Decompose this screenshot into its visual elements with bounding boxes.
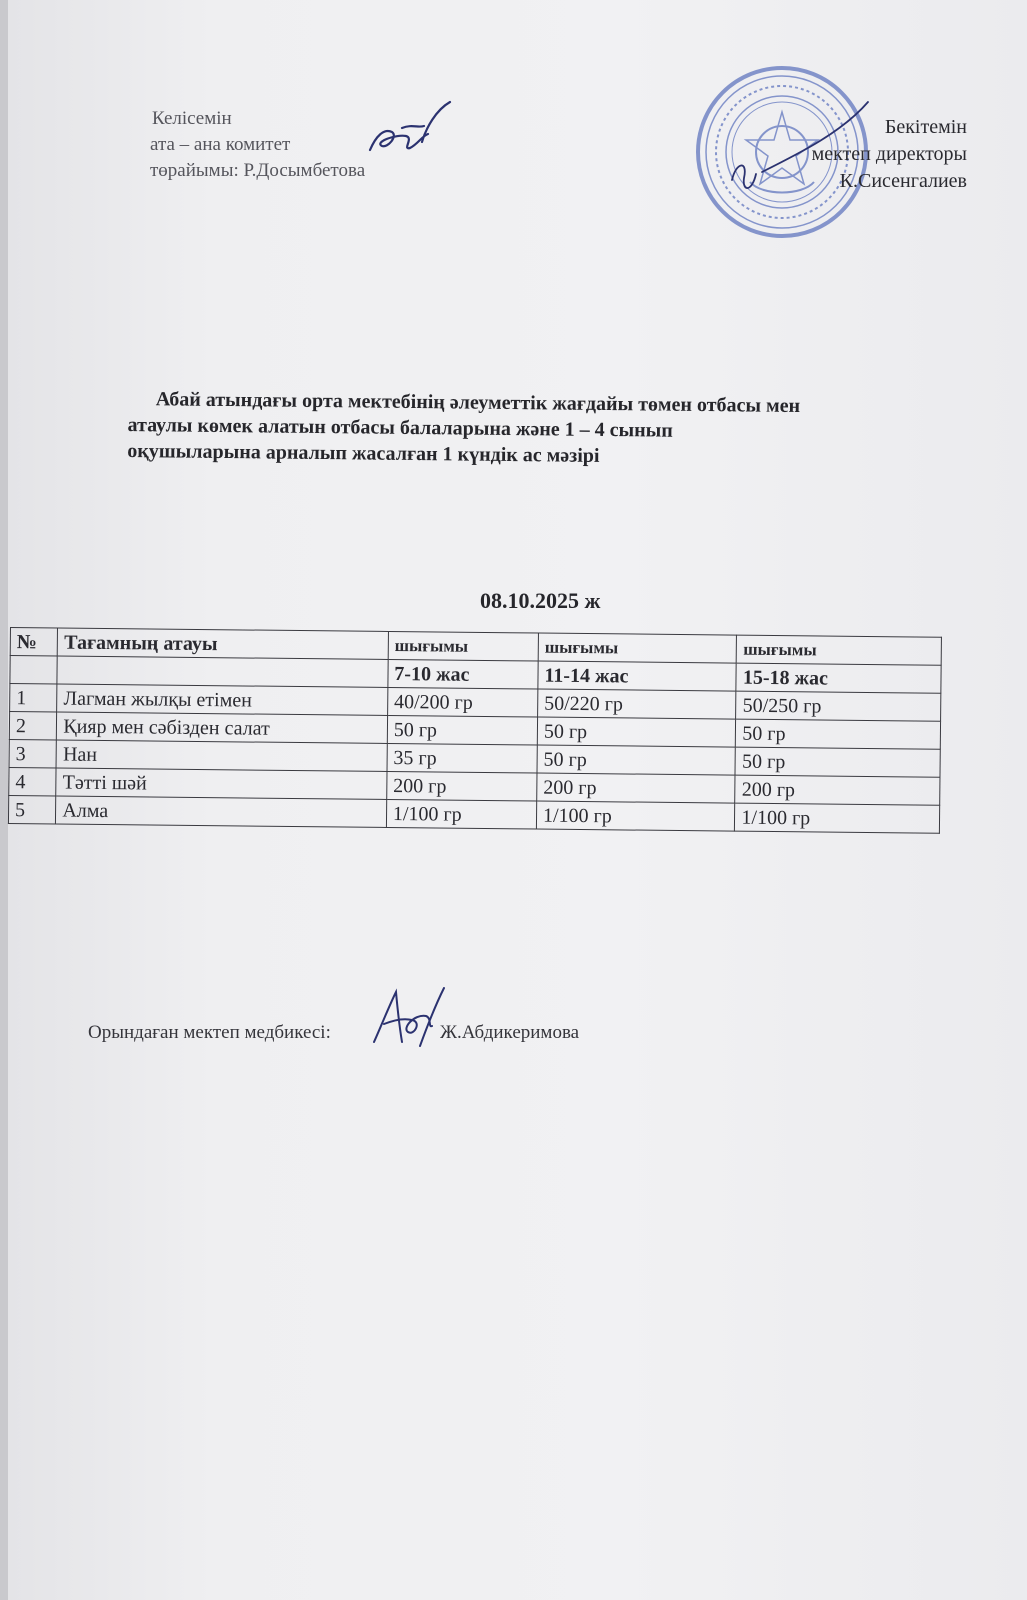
table-cell: 50/220 гр	[538, 689, 737, 719]
table-cell: 200 гр	[387, 771, 537, 801]
table-cell: 1/100 гр	[386, 799, 536, 829]
header-cell	[10, 656, 58, 684]
table-cell: 35 гр	[387, 743, 537, 773]
header-cell: Тағамның атауы	[58, 628, 389, 659]
page-edge	[0, 0, 8, 1600]
approval-line-3: К.Сисенгалиев	[839, 170, 967, 192]
table-cell: 1	[10, 684, 58, 712]
agreement-heading: Келісемін	[152, 108, 232, 129]
header-cell: 11-14 жас	[538, 661, 737, 691]
menu-table	[8, 627, 942, 834]
approval-heading: Бекітемін	[884, 116, 967, 138]
agreement-line-3: төрайымы: Р.Досымбетова	[150, 160, 366, 181]
table-cell: 4	[9, 767, 57, 795]
table-cell: Лагман жылқы етімен	[57, 684, 388, 715]
table-cell: 50 гр	[537, 717, 736, 747]
title-line-3: оқушыларына арналып жасалған 1 күндік ас мәзірі	[127, 439, 600, 467]
header-cell: №	[10, 628, 58, 656]
table-cell: Қияр мен сәбізден салат	[57, 712, 388, 743]
table-cell: 50 гр	[387, 715, 537, 745]
agreement-block	[150, 106, 365, 184]
committee-signature	[362, 98, 457, 168]
table-cell: Алма	[56, 796, 387, 827]
table-cell: 50 гр	[735, 747, 940, 777]
header-cell: шығымы	[538, 633, 737, 663]
menu-date: 08.10.2025 ж	[480, 588, 601, 613]
header-cell: 7-10 жас	[388, 659, 538, 689]
footer	[88, 1022, 580, 1044]
table-cell: 50/250 гр	[736, 691, 941, 721]
header-cell	[57, 656, 388, 687]
table-cell: 1/100 гр	[735, 803, 940, 833]
footer-label: Орындаған мектеп медбикесі:	[88, 1022, 331, 1043]
table-cell: 5	[8, 795, 56, 823]
table-cell: 200 гр	[735, 775, 940, 805]
header-cell: шығымы	[388, 631, 538, 661]
agreement-line-2: ата – ана комитет	[150, 134, 291, 155]
document-title	[127, 386, 988, 473]
nurse-signature	[370, 984, 448, 1054]
table-cell: 50 гр	[736, 719, 941, 749]
nurse-name: Ж.Абдикеримова	[440, 1022, 580, 1043]
table-cell: 50 гр	[537, 745, 736, 775]
title-line-1: Абай атындағы орта мектебінің әлеуметтік жағдайы төмен отбасы мен	[155, 388, 801, 418]
header-cell: шығымы	[737, 635, 942, 665]
table-cell: 40/200 гр	[387, 687, 537, 717]
title-line-2: атаулы көмек алатын отбасы балаларына және 1 – 4 сынып	[127, 413, 673, 442]
table-cell: Нан	[56, 740, 387, 771]
approval-line-2: мектеп директоры	[811, 143, 967, 165]
table-cell: 200 гр	[537, 773, 736, 803]
table-cell: Тәтті шәй	[56, 768, 387, 799]
table-cell: 3	[9, 739, 57, 767]
table-cell: 1/100 гр	[536, 801, 735, 831]
header-cell: 15-18 жас	[736, 663, 941, 693]
table-cell: 2	[9, 712, 57, 740]
approval-block	[812, 114, 967, 195]
